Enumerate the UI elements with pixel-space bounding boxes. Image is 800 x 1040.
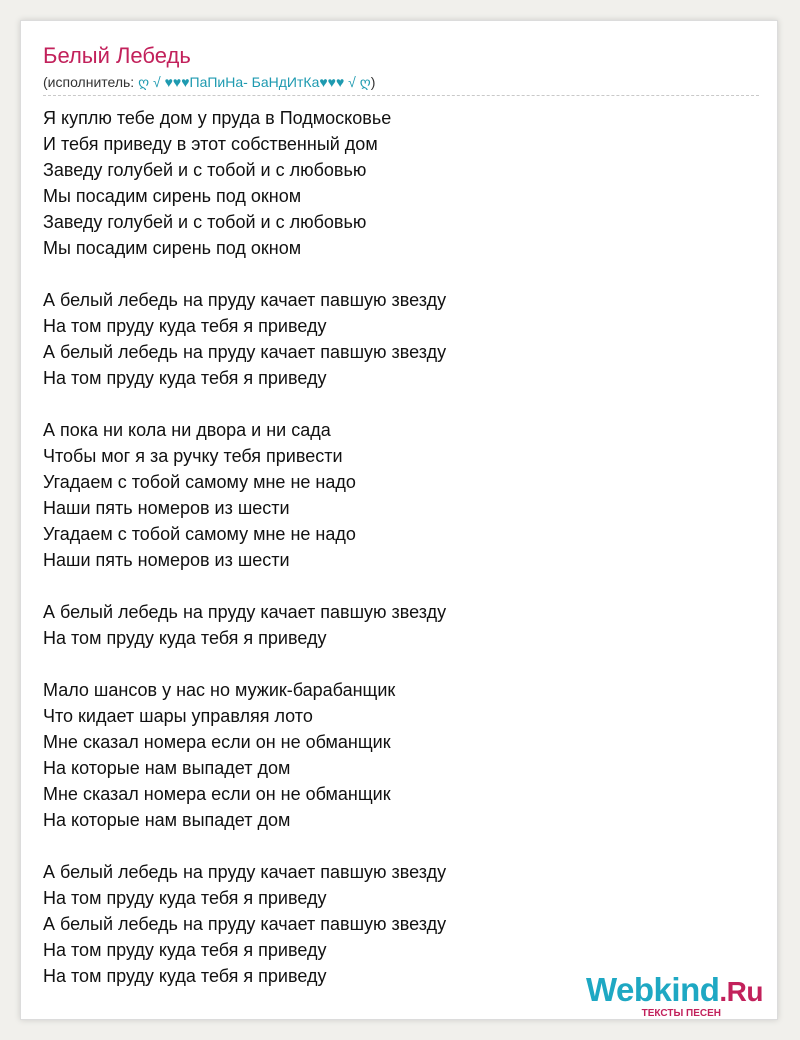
artist-prefix: (исполнитель:	[43, 74, 139, 90]
lyric-line: А белый лебедь на пруду качает павшую звезду	[43, 290, 447, 310]
lyric-line: Наши пять номеров из шести	[43, 498, 290, 518]
lyric-line: Заведу голубей и с тобой и с любовью	[43, 160, 367, 180]
lyric-line: Мы посадим сирень под окном	[43, 186, 302, 206]
lyric-line: На том пруду куда тебя я приведу	[43, 888, 327, 908]
song-title: Белый Лебедь	[43, 43, 191, 68]
stanza	[43, 287, 446, 391]
lyric-line: На том пруду куда тебя я приведу	[43, 966, 327, 986]
artist-link[interactable]: ღ √ ♥♥♥ПаПиНа- БаНдИтКа♥♥♥ √ ღ	[138, 74, 371, 90]
lyrics-page	[20, 20, 778, 1020]
lyric-line: На том пруду куда тебя я приведу	[43, 940, 327, 960]
lyric-line: Мы посадим сирень под окном	[43, 238, 302, 258]
lyric-line: Я куплю тебе дом у пруда в Подмосковье	[43, 108, 392, 128]
lyric-line: Что кидает шары управляя лото	[43, 706, 313, 726]
lyric-line: Угадаем с тобой самому мне не надо	[43, 524, 356, 544]
divider	[43, 95, 759, 96]
stanza	[43, 417, 446, 573]
lyric-line: А белый лебедь на пруду качает павшую звезду	[43, 342, 447, 362]
site-logo[interactable]	[586, 973, 763, 1019]
lyric-line: А белый лебедь на пруду качает павшую звезду	[43, 914, 447, 934]
lyrics-body	[43, 105, 446, 1015]
lyric-line: Наши пять номеров из шести	[43, 550, 290, 570]
stanza	[43, 599, 446, 651]
lyric-line: Мне сказал номера если он не обманщик	[43, 784, 391, 804]
lyric-line: Чтобы мог я за ручку тебя привести	[43, 446, 343, 466]
logo-brand: Webkind	[585, 971, 720, 1008]
lyric-line: На том пруду куда тебя я приведу	[43, 368, 327, 388]
lyric-line: Мне сказал номера если он не обманщик	[43, 732, 391, 752]
artist-suffix: )	[370, 74, 376, 90]
lyric-line: Мало шансов у нас но мужик-барабанщик	[43, 680, 396, 700]
stanza	[43, 677, 446, 833]
logo-tagline: ТЕКСТЫ ПЕСЕН	[641, 1008, 721, 1019]
artist-line	[43, 73, 375, 91]
logo-tld: .Ru	[719, 976, 763, 1007]
lyric-line: А пока ни кола ни двора и ни сада	[43, 420, 331, 440]
lyric-line: На том пруду куда тебя я приведу	[43, 316, 327, 336]
stanza	[43, 105, 446, 261]
lyric-line: На которые нам выпадет дом	[43, 810, 291, 830]
lyric-line: Угадаем с тобой самому мне не надо	[43, 472, 356, 492]
stanza	[43, 859, 446, 989]
lyric-line: Заведу голубей и с тобой и с любовью	[43, 212, 367, 232]
lyric-line: А белый лебедь на пруду качает павшую звезду	[43, 602, 447, 622]
lyric-line: А белый лебедь на пруду качает павшую звезду	[43, 862, 447, 882]
lyric-line: На том пруду куда тебя я приведу	[43, 628, 327, 648]
lyric-line: На которые нам выпадет дом	[43, 758, 291, 778]
lyric-line: И тебя приведу в этот собственный дом	[43, 134, 378, 154]
